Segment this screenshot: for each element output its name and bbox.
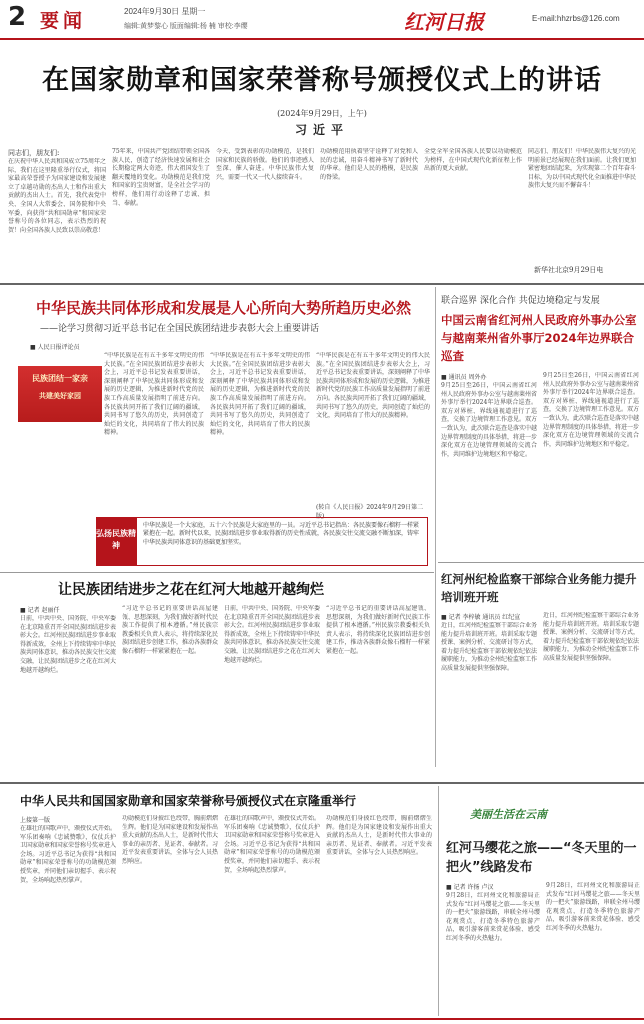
section-name: 要闻 <box>40 10 87 32</box>
contact-email: E-mail:hhzrbs@126.com <box>532 14 620 23</box>
bottom-column-2: 功勋模范们身披红色绶带，胸前熠熠生辉。他们是为国家建设和发展作出重大贡献的杰出人士，是新时代伟大事业的亲历者、见证者、奉献者。习近平发表重要讲话，全体与会人员热烈响应。 <box>122 815 218 865</box>
article3-title: 让民族团结进步之花在红河大地越开越绚烂 <box>58 582 324 598</box>
right2-column-2: 近日，红河州纪检监察干部综合业务能力提升培训班开班。培训采取专题授课、案例分析、交流研讨等方式，着力提升纪检监察干部依规依纪依法履职能力，为推动全州纪检监察工作高质量发展提供坚强保障。 <box>543 612 639 662</box>
article3-column-2: “习近平总书记的重要讲话高屋建瓴、思想深刻，为我们做好新时代民族工作提供了根本遵循。”州民族宗教委相关负责人表示，将持续深化民族团结进步创建工作，推动各族群众像石榴籽一样紧紧抱在一起。 <box>122 605 218 655</box>
issue-date: 2024年9月30日 星期一 <box>124 7 206 16</box>
bottom-column-1: 在雄壮的国歌声中，颁授仪式开始。军乐团奏响《忠诚赞歌》，仪仗兵护卫国家勋章和国家荣誉称号奖章进入会场。习近平总书记为获得“共和国勋章”和国家荣誉称号的功勋模范颁授奖章，并同他们亲切握手、表示祝贺，全场响起热烈掌声。 <box>20 825 116 884</box>
article3-byline: ■ 记者 赵丽仟 <box>20 607 60 614</box>
bottom-source: 上接第一版 <box>20 817 51 824</box>
right1-byline: ■ 通讯员 周外办 <box>441 374 487 381</box>
newspaper-logo: 红河日报 <box>404 10 484 34</box>
column-divider <box>435 287 436 767</box>
note-box: 中华民族是一个大家庭，五十六个民族是大家庭里的一员。习近平总书记指出：各民族要像石榴籽一样紧紧抱在一起。新时代以来，民族团结进步事业取得新的历史性成就，各民族交往交流交融不断加深，铸牢中华民族共同体意识的基础更加坚实。 <box>136 517 428 566</box>
bottom-divider <box>0 782 644 784</box>
lead-signoff: 新华社北京9月29日电 <box>534 266 604 274</box>
yunnan-column-logo: 美丽生活在云南 <box>470 808 547 821</box>
section-divider <box>0 283 644 285</box>
banner-label: 民族团结一家亲 <box>32 373 88 383</box>
footer-rule <box>0 1018 644 1020</box>
bottom-right-column-2: 9月28日，红河州文化和旅游局正式发布“红河马缨花之旅——冬天里的一把火”旅游线路，串联全州马缨花观赏点，打造冬季特色旅游产品，吸引游客前来赏花体验、感受红河冬季的火热魅力。 <box>546 882 640 932</box>
lead-column-3: 今天，受到表彰的功勋模范，是我们国家和民族的骄傲。他们的事迹感人至深、催人奋进。中华民族伟大复兴，需要一代又一代人接续奋斗。 <box>216 148 314 181</box>
note-badge: 弘扬民族精神 <box>96 517 136 566</box>
bottom-right-byline: ■ 记者 许扬 卢汉 <box>446 884 494 891</box>
article2-subtitle: ——论学习贯彻习近平总书记在全国民族团结进步表彰大会上重要讲话 <box>40 324 320 334</box>
right1-title: 中国云南省红河州人民政府外事办公室与越南莱州省外事厅2024年边界联合巡查 <box>441 313 637 363</box>
bottom-column-4: 功勋模范们身披红色绶带，胸前熠熠生辉。他们是为国家建设和发展作出重大贡献的杰出人士，是新时代伟大事业的亲历者、见证者、奉献者。习近平发表重要讲话，全体与会人员热烈响应。 <box>326 815 432 857</box>
article2-source: ■ 人民日报评论员 <box>30 344 80 351</box>
lead-greeting: 同志们，朋友们: <box>8 149 60 157</box>
lead-dateline: (2024年9月29日，上午) <box>277 109 367 118</box>
article2-title: 中华民族共同体形成和发展是人心所向大势所趋历史必然 <box>36 299 412 317</box>
lead-headline: 在国家勋章和国家荣誉称号颁授仪式上的讲话 <box>42 65 602 96</box>
page-number: 2 <box>8 2 27 32</box>
article3-column-1: 日前，中共中央、国务院、中央军委在北京隆重召开全国民族团结进步表彰大会。红河州民族团结进步事业取得新成效，全州上下持续铸牢中华民族共同体意识，推动各民族交往交流交融，让民族团结进步之花在红河大地越开越绚烂。 <box>20 615 116 674</box>
right2-divider <box>438 562 644 563</box>
lead-author: 习近平 <box>294 123 349 137</box>
article3-column-3: 日前，中共中央、国务院、中央军委在北京隆重召开全国民族团结进步表彰大会。红河州民族团结进步事业取得新成效，全州上下持续铸牢中华民族共同体意识，推动各民族交往交流交融，让民族团结进步之花在红河大地越开越绚烂。 <box>224 605 320 664</box>
lead-column-5: 全党全军全国各族人民要以功勋模范为榜样，在中国式现代化新征程上作出新的更大贡献。 <box>424 148 522 173</box>
right1-column-2: 9月25日至26日，中国云南省红河州人民政府外事办公室与越南莱州省外事厅举行2024年边界联合巡查。双方对界桩、界线通视道进行了巡查，交换了边境管理工作意见。双方一致认为，此次联合巡查是落实中越边界管理制度的具体举措，将进一步深化双方在边境管理领域的交流合作，共同维护边境地区和平稳定。 <box>543 372 639 448</box>
right2-byline: ■ 记者 李梓敏 通讯员 红纪宣 <box>441 614 521 621</box>
right1-column-1: 9月25日至26日，中国云南省红河州人民政府外事办公室与越南莱州省外事厅举行2024年边界联合巡查。双方对界桩、界线通视道进行了巡查，交换了边境管理工作意见。双方一致认为，此次联合巡查是落实中越边界管理制度的具体举措，将进一步深化双方在边境管理领域的交流合作，共同维护边境地区和平稳定。 <box>441 382 537 458</box>
article3-divider <box>0 572 434 573</box>
promo-banner <box>18 366 102 422</box>
article2-footer: (转自《人民日报》2024年9月29日第二版) <box>316 504 424 520</box>
right2-column-1: 近日，红河州纪检监察干部综合业务能力提升培训班开班。培训采取专题授课、案例分析、交流研讨等方式，着力提升纪检监察干部依规依纪依法履职能力，为推动全州纪检监察工作高质量发展提供坚强保障。 <box>441 622 537 672</box>
article3-column-4: “习近平总书记的重要讲话高屋建瓴、思想深刻，为我们做好新时代民族工作提供了根本遵循。”州民族宗教委相关负责人表示，将持续深化民族团结进步创建工作，推动各族群众像石榴籽一样紧紧抱在一起。 <box>326 605 430 655</box>
masthead <box>0 0 644 40</box>
article2-column-2: “中华民族是在有五千多年文明史的伟大民族。”在全国民族团结进步表彰大会上，习近平总书记发表重要讲话，深刻阐释了中华民族共同体形成和发展的历史逻辑，为推进新时代党的民族工作高质量发展指明了前进方向。各民族共同开拓了我们辽阔的疆域，共同书写了悠久的历史，共同创造了灿烂的文化，共同培育了伟大的民族精神。 <box>210 352 310 437</box>
bottom-right-title: 红河马缨花之旅——“冬天里的一把火”线路发布 <box>446 841 637 875</box>
lead-column-2: 75年来，中国共产党团结带领全国各族人民，创造了经济快速发展和社会长期稳定两大奇迹，伟大祖国发生了翻天覆地的变化。功勋模范是我们党和国家的宝贵财富，是全社会学习的榜样，他们用行动诠释了忠诚、担当、奉献。 <box>112 148 210 207</box>
lead-column-6: 同志们、朋友们！中华民族伟大复兴的光明前景已经展现在我们面前。让我们更加紧密地团结起来，为实现第二个百年奋斗目标，为以中国式现代化全面推进中华民族伟大复兴而不懈奋斗！ <box>528 148 636 190</box>
bottom-column-3: 在雄壮的国歌声中，颁授仪式开始。军乐团奏响《忠诚赞歌》，仪仗兵护卫国家勋章和国家荣誉称号奖章进入会场。习近平总书记为获得“共和国勋章”和国家荣誉称号的功勋模范颁授奖章，并同他们亲切握手、表示祝贺，全场响起热烈掌声。 <box>224 815 320 874</box>
bottom-title: 中华人民共和国国家勋章和国家荣誉称号颁授仪式在京隆重举行 <box>20 794 357 808</box>
article2-column-3: “中华民族是在有五千多年文明史的伟大民族。”在全国民族团结进步表彰大会上，习近平总书记发表重要讲话，深刻阐释了中华民族共同体形成和发展的历史逻辑，为推进新时代党的民族工作高质量发展指明了前进方向。各民族共同开拓了我们辽阔的疆域，共同书写了悠久的历史，共同创造了灿烂的文化，共同培育了伟大的民族精神。 <box>316 352 430 420</box>
editors-line: 编辑:黄梦黎心 版面编辑:杨 楠 审校:李缨 <box>124 23 248 30</box>
lead-column-4: 功勋模范用执着坚守诠释了对党和人民的忠诚，用奋斗精神书写了新时代的华章。他们是人民的楷模，是民族的脊梁。 <box>320 148 418 181</box>
article2-column-1: “中华民族是在有五千多年文明史的伟大民族。”在全国民族团结进步表彰大会上，习近平总书记发表重要讲话，深刻阐释了中华民族共同体形成和发展的历史逻辑，为推进新时代党的民族工作高质量发展指明了前进方向。各民族共同开拓了我们辽阔的疆域，共同书写了悠久的历史，共同创造了灿烂的文化，共同培育了伟大的民族精神。 <box>104 352 204 437</box>
bottom-right-column-1: 9月28日，红河州文化和旅游局正式发布“红河马缨花之旅——冬天里的一把火”旅游线路，串联全州马缨花观赏点，打造冬季特色旅游产品，吸引游客前来赏花体验、感受红河冬季的火热魅力。 <box>446 892 540 942</box>
lead-column-1: 在庆祝中华人民共和国成立75周年之际，我们在这里隆重举行仪式，将国家最高荣誉授予为国家建设和发展建立了卓越功勋的杰出人士和作出重大贡献的杰出人士。首先，我代表党中央、全国人大常委会、国务院和中央军委，向获得“共和国勋章”和国家荣誉称号的各位同志，表示热烈的祝贺！向全国各族人民致以崇高敬意！ <box>8 158 106 234</box>
banner-sub: 共建美好家园 <box>39 391 81 400</box>
right2-title: 红河州纪检监察干部综合业务能力提升培训班开班 <box>441 572 637 604</box>
right1-kicker: 联合巡界 深化合作 共促边境稳定与发展 <box>441 296 600 306</box>
bottom-column-divider <box>438 786 439 1016</box>
